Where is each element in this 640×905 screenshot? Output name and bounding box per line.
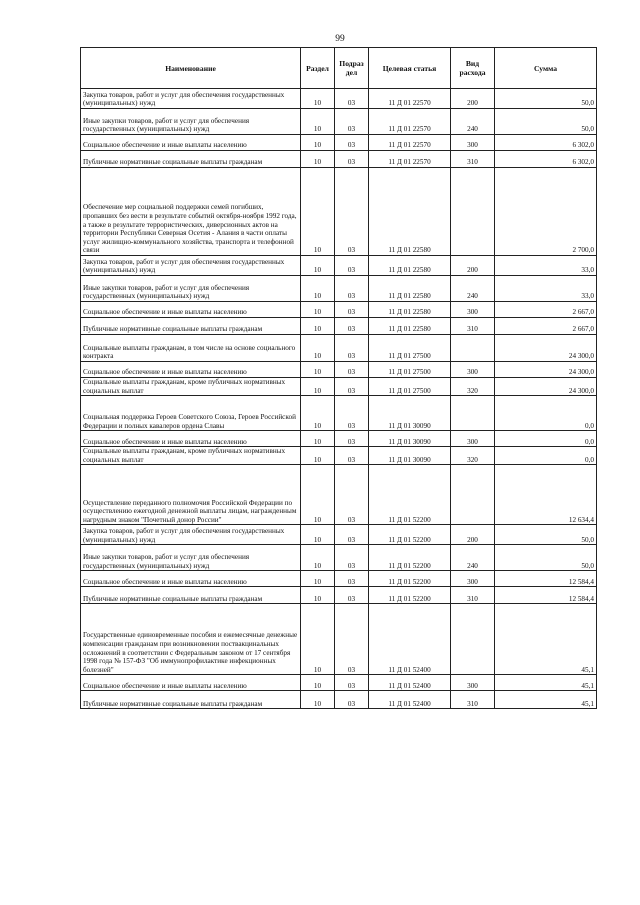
cell-section: 10 (301, 89, 335, 109)
cell-target: 11 Д 01 22580 (369, 168, 451, 256)
cell-name: Осуществление переданного полномочия Российской Федерации по осуществлению ежегодной денежной выплаты лицам, награжденным нагрудным знаком "Почетный донор России" (81, 465, 301, 525)
cell-name: Обеспечение мер социальной поддержки семей погибших, пропавших без вести в результате событий октября-ноября 1992 года, а также в результате террористических, диверсионных актов на территории Республики Северная Осетия - Алания в части оплаты услуг жилищно-коммунального хозяйства, транспорта и телефонной связи (81, 168, 301, 256)
cell-target: 11 Д 01 27500 (369, 335, 451, 362)
cell-amount: 12 634,4 (495, 465, 597, 525)
cell-section: 10 (301, 447, 335, 465)
cell-target: 11 Д 01 22580 (369, 256, 451, 276)
cell-target: 11 Д 01 30090 (369, 447, 451, 465)
cell-section: 10 (301, 691, 335, 709)
cell-amount: 2 667,0 (495, 302, 597, 318)
cell-amount: 33,0 (495, 276, 597, 302)
cell-name: Закупка товаров, работ и услуг для обеспечения государственных (муниципальных) нужд (81, 525, 301, 545)
cell-subsection: 03 (335, 675, 369, 691)
cell-amount: 2 667,0 (495, 318, 597, 335)
cell-name: Социальные выплаты гражданам, кроме публичных нормативных социальных выплат (81, 378, 301, 396)
cell-expense-type: 300 (451, 675, 495, 691)
cell-section: 10 (301, 256, 335, 276)
cell-expense-type: 300 (451, 571, 495, 587)
cell-amount: 50,0 (495, 89, 597, 109)
cell-target: 11 Д 01 52200 (369, 465, 451, 525)
cell-amount: 0,0 (495, 447, 597, 465)
cell-target: 11 Д 01 22580 (369, 302, 451, 318)
cell-name: Социальные выплаты гражданам, в том числе на основе социального контракта (81, 335, 301, 362)
cell-subsection: 03 (335, 318, 369, 335)
cell-amount: 0,0 (495, 431, 597, 447)
cell-target: 11 Д 01 27500 (369, 362, 451, 378)
cell-section: 10 (301, 109, 335, 135)
table-row (81, 335, 597, 362)
table-row (81, 431, 597, 447)
cell-target: 11 Д 01 22580 (369, 276, 451, 302)
cell-expense-type: 300 (451, 135, 495, 151)
cell-section: 10 (301, 545, 335, 571)
budget-table (80, 47, 597, 709)
header-name: Наименование (81, 48, 301, 89)
cell-target: 11 Д 01 52400 (369, 691, 451, 709)
cell-name: Социальное обеспечение и иные выплаты населению (81, 675, 301, 691)
table-row (81, 151, 597, 168)
header-target: Целевая статья (369, 48, 451, 89)
cell-section: 10 (301, 378, 335, 396)
cell-expense-type (451, 396, 495, 431)
cell-name: Иные закупки товаров, работ и услуг для обеспечения государственных (муниципальных) нужд (81, 276, 301, 302)
table-row (81, 396, 597, 431)
cell-amount: 12 584,4 (495, 587, 597, 604)
cell-target: 11 Д 01 30090 (369, 396, 451, 431)
cell-section: 10 (301, 587, 335, 604)
cell-expense-type: 240 (451, 276, 495, 302)
cell-expense-type: 310 (451, 587, 495, 604)
cell-amount: 45,1 (495, 604, 597, 675)
cell-amount: 45,1 (495, 691, 597, 709)
cell-amount: 45,1 (495, 675, 597, 691)
cell-section: 10 (301, 525, 335, 545)
cell-target: 11 Д 01 22570 (369, 151, 451, 168)
cell-subsection: 03 (335, 604, 369, 675)
cell-expense-type: 320 (451, 378, 495, 396)
table-row (81, 675, 597, 691)
cell-section: 10 (301, 168, 335, 256)
cell-amount: 6 302,0 (495, 151, 597, 168)
cell-name: Социальные выплаты гражданам, кроме публичных нормативных социальных выплат (81, 447, 301, 465)
table-row (81, 256, 597, 276)
cell-name: Закупка товаров, работ и услуг для обеспечения государственных (муниципальных) нужд (81, 256, 301, 276)
table-row (81, 135, 597, 151)
cell-section: 10 (301, 675, 335, 691)
cell-section: 10 (301, 318, 335, 335)
cell-subsection: 03 (335, 89, 369, 109)
cell-expense-type: 310 (451, 151, 495, 168)
header-amount: Сумма (495, 48, 597, 89)
cell-expense-type: 200 (451, 89, 495, 109)
table-row (81, 168, 597, 256)
cell-subsection: 03 (335, 276, 369, 302)
cell-target: 11 Д 01 52200 (369, 525, 451, 545)
cell-name: Социальное обеспечение и иные выплаты населению (81, 302, 301, 318)
cell-amount: 24 300,0 (495, 335, 597, 362)
table-row (81, 362, 597, 378)
cell-amount: 24 300,0 (495, 378, 597, 396)
table-row (81, 587, 597, 604)
cell-target: 11 Д 01 22570 (369, 135, 451, 151)
cell-subsection: 03 (335, 587, 369, 604)
cell-amount: 50,0 (495, 525, 597, 545)
table-row (81, 302, 597, 318)
cell-name: Социальное обеспечение и иные выплаты населению (81, 135, 301, 151)
cell-name: Публичные нормативные социальные выплаты гражданам (81, 691, 301, 709)
cell-subsection: 03 (335, 691, 369, 709)
cell-subsection: 03 (335, 378, 369, 396)
cell-name: Социальное обеспечение и иные выплаты населению (81, 571, 301, 587)
cell-expense-type: 310 (451, 318, 495, 335)
cell-subsection: 03 (335, 256, 369, 276)
cell-name: Иные закупки товаров, работ и услуг для обеспечения государственных (муниципальных) нужд (81, 545, 301, 571)
table-header-row (81, 48, 597, 89)
cell-subsection: 03 (335, 109, 369, 135)
cell-expense-type: 310 (451, 691, 495, 709)
table-row (81, 447, 597, 465)
cell-amount: 0,0 (495, 396, 597, 431)
cell-amount: 2 700,0 (495, 168, 597, 256)
cell-amount: 12 584,4 (495, 571, 597, 587)
cell-subsection: 03 (335, 465, 369, 525)
cell-name: Социальное обеспечение и иные выплаты населению (81, 431, 301, 447)
cell-amount: 33,0 (495, 256, 597, 276)
table-row (81, 378, 597, 396)
table-row (81, 691, 597, 709)
cell-subsection: 03 (335, 135, 369, 151)
cell-section: 10 (301, 571, 335, 587)
cell-amount: 6 302,0 (495, 135, 597, 151)
cell-expense-type: 200 (451, 525, 495, 545)
cell-name: Социальная поддержка Героев Советского Союза, Героев Российской Федерации и полных кавалеров ордена Славы (81, 396, 301, 431)
cell-section: 10 (301, 302, 335, 318)
cell-expense-type (451, 465, 495, 525)
cell-expense-type: 300 (451, 362, 495, 378)
table-row (81, 109, 597, 135)
cell-name: Закупка товаров, работ и услуг для обеспечения государственных (муниципальных) нужд (81, 89, 301, 109)
header-expense-type: Вид расхода (451, 48, 495, 89)
cell-section: 10 (301, 276, 335, 302)
cell-target: 11 Д 01 22570 (369, 109, 451, 135)
cell-target: 11 Д 01 52200 (369, 571, 451, 587)
table-row (81, 465, 597, 525)
cell-section: 10 (301, 335, 335, 362)
table-row (81, 604, 597, 675)
table-row (81, 571, 597, 587)
cell-subsection: 03 (335, 362, 369, 378)
cell-subsection: 03 (335, 571, 369, 587)
cell-target: 11 Д 01 22580 (369, 318, 451, 335)
cell-section: 10 (301, 465, 335, 525)
cell-target: 11 Д 01 52400 (369, 675, 451, 691)
cell-expense-type: 200 (451, 256, 495, 276)
cell-subsection: 03 (335, 151, 369, 168)
cell-name: Публичные нормативные социальные выплаты гражданам (81, 151, 301, 168)
header-section: Раздел (301, 48, 335, 89)
cell-section: 10 (301, 362, 335, 378)
cell-subsection: 03 (335, 302, 369, 318)
cell-target: 11 Д 01 52200 (369, 587, 451, 604)
cell-name: Социальное обеспечение и иные выплаты населению (81, 362, 301, 378)
cell-subsection: 03 (335, 545, 369, 571)
cell-target: 11 Д 01 52400 (369, 604, 451, 675)
cell-section: 10 (301, 604, 335, 675)
cell-section: 10 (301, 431, 335, 447)
cell-subsection: 03 (335, 335, 369, 362)
cell-target: 11 Д 01 52200 (369, 545, 451, 571)
cell-subsection: 03 (335, 447, 369, 465)
cell-name: Публичные нормативные социальные выплаты гражданам (81, 587, 301, 604)
cell-expense-type: 240 (451, 109, 495, 135)
cell-target: 11 Д 01 30090 (369, 431, 451, 447)
table-row (81, 525, 597, 545)
cell-expense-type (451, 335, 495, 362)
table-row (81, 89, 597, 109)
cell-target: 11 Д 01 22570 (369, 89, 451, 109)
cell-subsection: 03 (335, 431, 369, 447)
cell-expense-type: 300 (451, 431, 495, 447)
cell-expense-type: 240 (451, 545, 495, 571)
cell-name: Государственные единовременные пособия и ежемесячные денежные компенсации гражданам при возникновении поствакцинальных осложнений в соответствии с Федеральным законом от 17 сентября 1998 года № 157-ФЗ "Об иммунопрофилактике инфекционных болезней" (81, 604, 301, 675)
cell-target: 11 Д 01 27500 (369, 378, 451, 396)
cell-expense-type (451, 604, 495, 675)
cell-amount: 50,0 (495, 109, 597, 135)
cell-name: Иные закупки товаров, работ и услуг для обеспечения государственных (муниципальных) нужд (81, 109, 301, 135)
table-row (81, 276, 597, 302)
table-row (81, 318, 597, 335)
cell-subsection: 03 (335, 525, 369, 545)
cell-expense-type (451, 168, 495, 256)
page-number: 99 (335, 34, 345, 44)
cell-section: 10 (301, 135, 335, 151)
cell-amount: 24 300,0 (495, 362, 597, 378)
cell-section: 10 (301, 396, 335, 431)
cell-subsection: 03 (335, 168, 369, 256)
cell-section: 10 (301, 151, 335, 168)
cell-expense-type: 300 (451, 302, 495, 318)
header-subsection: Подраз дел (335, 48, 369, 89)
table-row (81, 545, 597, 571)
cell-amount: 50,0 (495, 545, 597, 571)
table-body (81, 89, 597, 709)
cell-subsection: 03 (335, 396, 369, 431)
cell-name: Публичные нормативные социальные выплаты гражданам (81, 318, 301, 335)
cell-expense-type: 320 (451, 447, 495, 465)
